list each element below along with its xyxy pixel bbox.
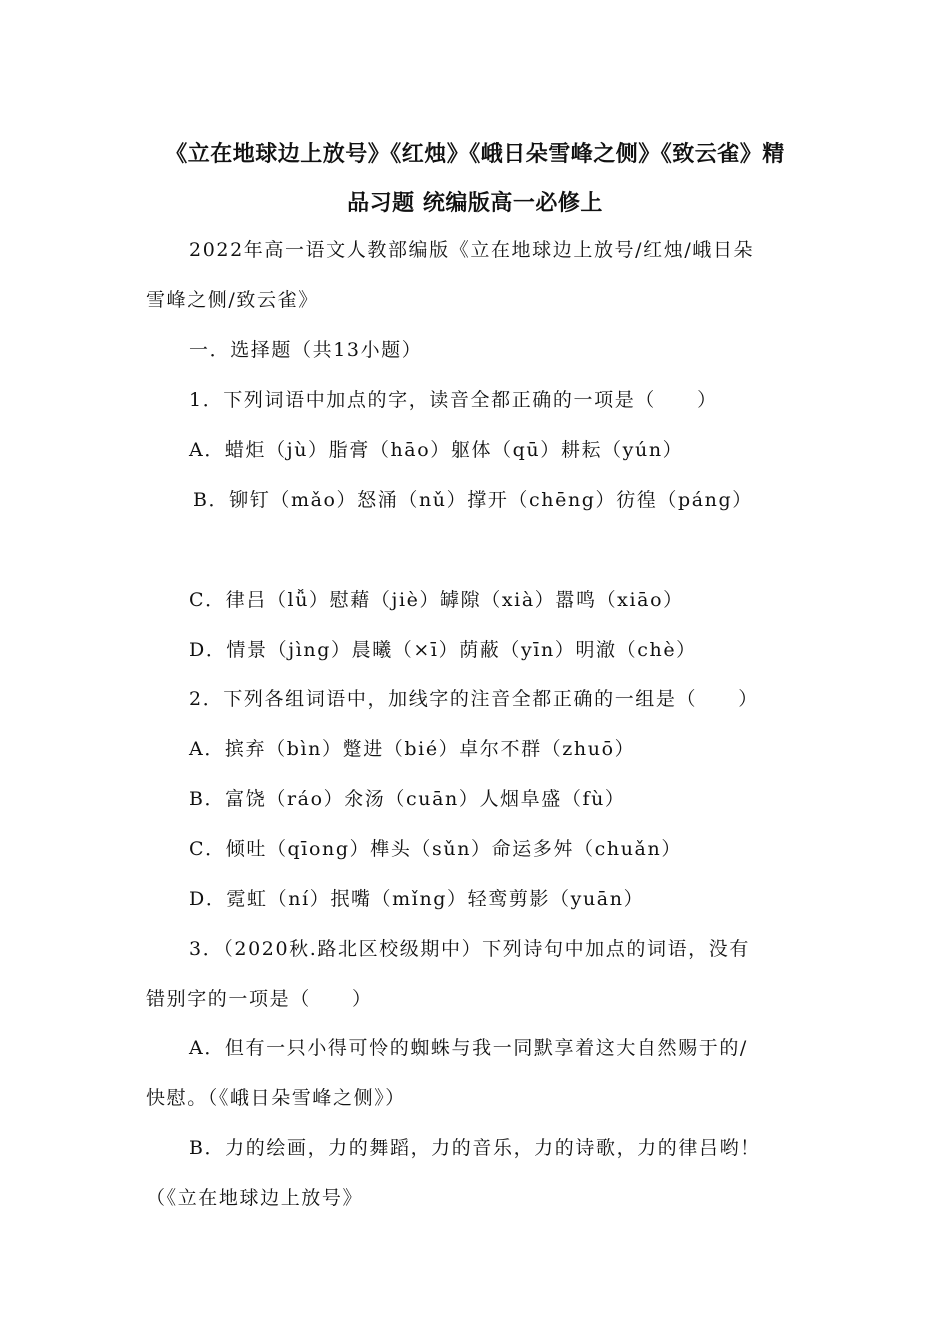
- intro-line-2: 雪峰之侧/致云雀》: [146, 289, 319, 311]
- question-1-option-b: B．铆钉（mǎo）怒涌（nǔ）撑开（chēng）彷徨（páng）: [193, 489, 753, 511]
- question-1-stem: 1．下列词语中加点的字，读音全都正确的一项是（ ）: [189, 389, 718, 411]
- question-2-stem: 2．下列各组词语中，加线字的注音全都正确的一组是（ ）: [189, 688, 759, 710]
- question-3-stem-line-1: 3．（2020秋.路北区校级期中）下列诗句中加点的词语，没有: [189, 938, 750, 960]
- section-heading: 一．选择题（共13小题）: [189, 339, 423, 361]
- intro-line-1: 2022年高一语文人教部编版《立在地球边上放号/红烛/峨日朵: [189, 239, 755, 261]
- question-1-option-c: C．律吕（lǚ）慰藉（jiè）罅隙（xià）嚣鸣（xiāo）: [189, 589, 684, 611]
- question-1-option-d: D．情景（jìng）晨曦（×ī）荫蔽（yīn）明澈（chè）: [189, 639, 697, 661]
- question-3-option-b-line-2: （《立在地球边上放号》: [146, 1187, 364, 1209]
- question-2-option-c: C．倾吐（qīong）榫头（sǔn）命运多舛（chuǎn）: [189, 838, 682, 860]
- question-2-option-b: B．富饶（ráo）氽汤（cuān）人烟阜盛（fù）: [189, 788, 626, 810]
- question-1-option-a: A．蜡炬（jù）脂膏（hāo）躯体（qū）耕耘（yún）: [189, 439, 684, 461]
- question-2-option-a: A．摈弃（bìn）蹩进（bié）卓尔不群（zhuō）: [189, 738, 636, 760]
- document-title-line-1: 《立在地球边上放号》《红烛》《峨日朵雪峰之侧》《致云雀》精: [165, 142, 785, 167]
- question-3-stem-line-2: 错别字的一项是（ ）: [146, 988, 373, 1010]
- question-3-option-b-line-1: B．力的绘画，力的舞蹈，力的音乐，力的诗歌，力的律吕哟！: [189, 1137, 761, 1159]
- question-3-option-a-line-1: A．但有一只小得可怜的蜘蛛与我一同默享着这大自然赐于的/: [189, 1037, 748, 1059]
- question-2-option-d: D．霓虹（ní）抿嘴（mǐng）轻鸾剪影（yuān）: [189, 888, 645, 910]
- document-title-line-2: 品习题 统编版高一必修上: [347, 191, 603, 216]
- question-3-option-a-line-2: 快慰。（《峨日朵雪峰之侧》）: [146, 1087, 406, 1109]
